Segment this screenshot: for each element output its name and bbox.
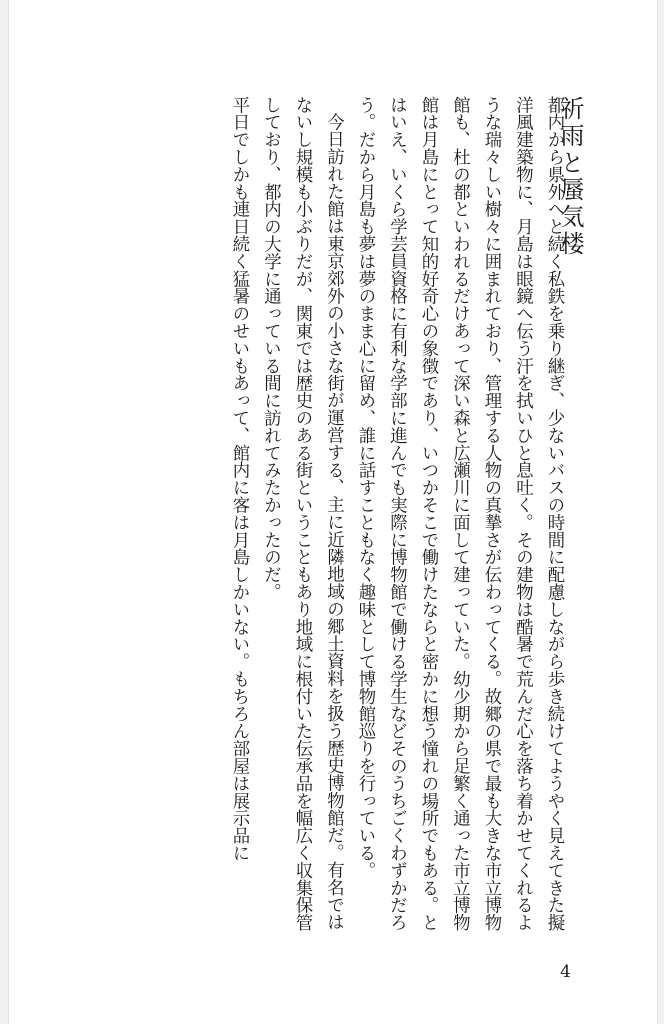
paragraph-1: 都内から県外へと続く私鉄を乗り継ぎ、少ないバスの時間に配慮しながら歩き続けてようやく見えてきた擬洋風建築物に、月島は眼鏡へ伝う汗を拭いひと息吐く。その建物は酷暑で荒んだ心を落ち着かせてくれるような瑞々しい樹々に囲まれており、管理する人物の真摯さが伝わってくる。故郷の県で最も大きな市立博物館も、杜の都といわれるだけあって深い森と広瀬川に面して建っていた。幼少期から足繁く通った市立博物館は月島にとって知的好奇心の象徴であり、いつかそこで働けたならと密かに想う憧れの場所でもある。とはいえ、いくら学芸員資格に有利な学部に進んでも実際に博物館で働ける学生などそのうちごくわずかだろう。だから月島も夢は夢のまま心に留め、誰に話すこともなく趣味として博物館巡りを行っている。 [355, 96, 564, 932]
book-page [8, 0, 658, 1024]
chapter-title: 祈雨と蜃気楼 [556, 96, 584, 258]
paragraph-3: 平日でしかも連日続く猛暑のせいもあって、館内に客は月島しかいない。もちろん部屋は展示品に [229, 96, 249, 862]
body-text [223, 96, 570, 946]
paragraph-2: 今日訪れた館は東京郊外の小さな街が運営する、主に近隣地域の郷土資料を扱う歴史博物館だ。有名ではないし規模も小ぶりだが、関東では歴史のある街ということもあり地域に根付いた伝承品を幅広く収集保管しており、都内の大学に通っている間に訪れてみたかったのだ。 [260, 96, 344, 932]
page-number: 4 [560, 962, 571, 982]
